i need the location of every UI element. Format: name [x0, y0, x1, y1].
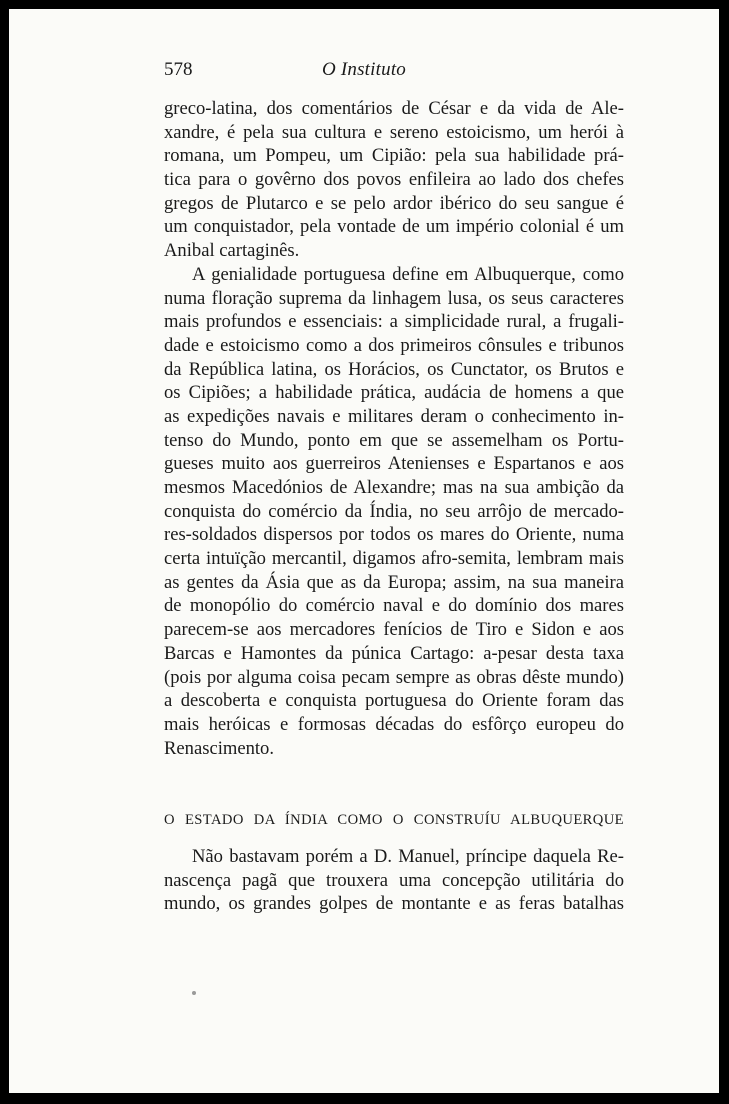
running-title: O Instituto	[321, 59, 406, 80]
text-line: Não bastavam porém a D. Manuel, príncipe daquela Re-	[192, 846, 624, 867]
text-line: mundo, os grandes golpes de montante e as feras batalhas	[164, 893, 624, 915]
paragraph-1	[164, 97, 624, 263]
paragraph-2	[164, 263, 624, 760]
body-text	[164, 97, 624, 760]
text-line: um conquistador, pela vontade de um império colonial é um	[164, 216, 624, 238]
text-line: da República latina, os Horácios, os Cunctator, os Brutos e	[164, 358, 624, 380]
text-line: as gentes da Ásia que as da Europa; assim, na sua maneira	[164, 571, 624, 593]
text-line: A genialidade portuguesa define em Albuquerque, como	[192, 263, 624, 285]
text-line: certa intuïção mercantil, digamos afro-semita, lembram mais	[164, 548, 624, 570]
running-head	[9, 57, 719, 83]
text-line: mais heróicas e formosas décadas do esfôrço europeu do	[164, 713, 624, 735]
text-line: dade e estoicismo como a dos primeiros cônsules e tribunos	[164, 334, 624, 356]
ink-speck	[192, 991, 196, 995]
text-line: gueses muito aos guerreiros Atenienses e Espartanos e aos	[164, 453, 624, 475]
text-line: tica para o govêrno dos povos enfileira ao lado dos chefes	[164, 169, 624, 191]
text-line: mais profundos e essenciais: a simplicidade rural, a frugali-	[164, 311, 624, 333]
text-line: a descoberta e conquista portuguesa do Oriente foram das	[164, 690, 624, 712]
text-line: tenso do Mundo, ponto em que se assemelham os Portu-	[164, 429, 624, 451]
text-line: parecem-se aos mercadores fenícios de Tiro e Sidon e aos	[164, 619, 624, 641]
page-number: 578	[164, 59, 193, 80]
text-line: nascença pagã que trouxera uma concepção utilitária do	[164, 869, 624, 891]
text-line: (pois por alguma coisa pecam sempre as obras dêste mundo)	[164, 666, 624, 688]
text-line: conquista do comércio da Índia, no seu arrôjo de mercado-	[164, 500, 624, 522]
text-line: numa floração suprema da linhagem lusa, os seus caracteres	[164, 287, 624, 309]
text-line: os Cipiões; a habilidade prática, audácia de homens a que	[164, 382, 624, 404]
text-line: greco-latina, dos comentários de César e da vida de Ale-	[164, 98, 624, 119]
text-line: as expedições navais e militares deram o conhecimento in-	[164, 405, 624, 427]
text-line: res-soldados dispersos por todos os mares do Oriente, numa	[164, 524, 624, 546]
text-line: xandre, é pela sua cultura e sereno estoicismo, um herói à	[164, 121, 624, 143]
text-line: Barcas e Hamontes da púnica Cartago: a-pesar desta taxa	[164, 642, 624, 664]
section-heading: O ESTADO DA ÍNDIA COMO O CONSTRUÍU ALBUQUERQUE	[164, 812, 624, 828]
text-line: mesmos Macedónios de Alexandre; mas na sua ambição da	[164, 477, 624, 498]
text-line: de monopólio do comércio naval e do domínio dos mares	[164, 595, 624, 617]
text-line: Renascimento.	[164, 737, 274, 759]
text-line: gregos de Plutarco e se pelo ardor ibérico do seu sangue é	[164, 192, 624, 214]
text-line: romana, um Pompeu, um Cipião: pela sua habilidade prá-	[164, 145, 624, 167]
book-page	[9, 9, 719, 1093]
text-line: Anibal cartaginês.	[164, 240, 300, 262]
paragraph-3	[164, 845, 624, 916]
